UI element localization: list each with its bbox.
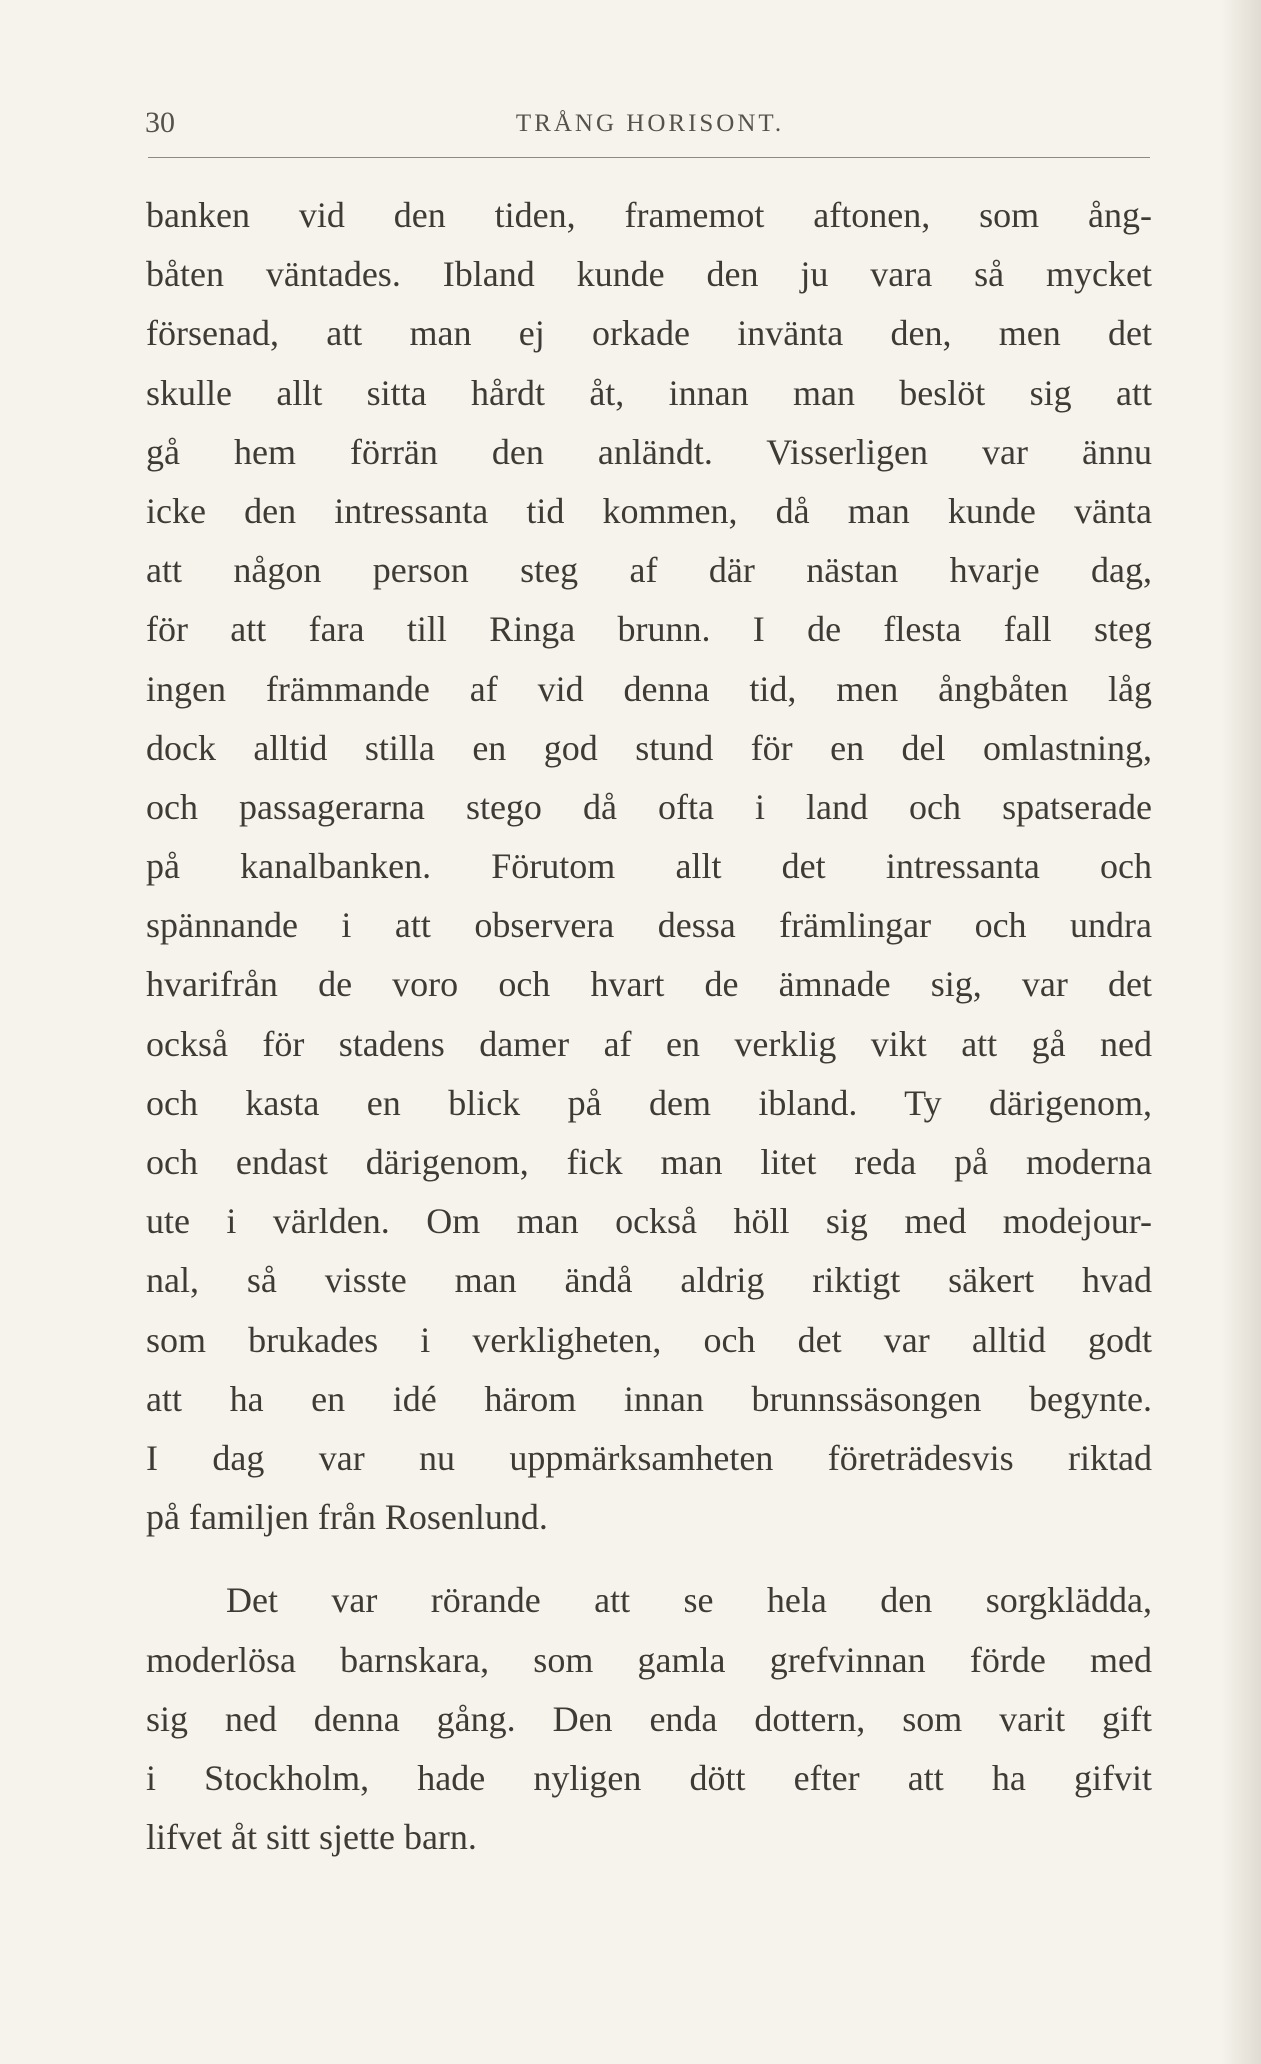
text-line: som brukades i verkligheten, och det var alltid godt bbox=[146, 1319, 1152, 1360]
text-line: nal, så visste man ändå aldrig riktigt säkert hvad bbox=[146, 1260, 1152, 1301]
paragraph-gap bbox=[146, 1547, 1152, 1571]
text-line: ingen främmande af vid denna tid, men ångbåten låg bbox=[146, 668, 1152, 709]
text-line: för att fara till Ringa brunn. I de flesta fall steg bbox=[146, 609, 1152, 650]
text-line: lifvet åt sitt sjette barn. bbox=[146, 1817, 477, 1858]
header-rule bbox=[148, 157, 1150, 158]
text-line: gå hem förrän den anländt. Visserligen var ännu bbox=[146, 431, 1152, 472]
text-line: försenad, att man ej orkade invänta den, men det bbox=[146, 313, 1152, 354]
text-line: ute i världen. Om man också höll sig med modejour- bbox=[146, 1201, 1152, 1242]
text-line: och passagerarna stego då ofta i land och spatserade bbox=[146, 786, 1152, 827]
paragraph-1 bbox=[146, 186, 1152, 1547]
text-line: hvarifrån de voro och hvart de ämnade sig, var det bbox=[146, 964, 1152, 1005]
text-line: I dag var nu uppmärksamheten företrädesvis riktad bbox=[146, 1437, 1152, 1478]
text-line: på familjen från Rosenlund. bbox=[146, 1497, 548, 1538]
text-line: moderlösa barnskara, som gamla grefvinnan förde med bbox=[146, 1639, 1152, 1680]
text-line: banken vid den tiden, framemot aftonen, som ång- bbox=[146, 195, 1152, 235]
text-line: på kanalbanken. Förutom allt det intressanta och bbox=[146, 846, 1152, 887]
running-title: TRÅNG HORISONT. bbox=[515, 110, 785, 137]
text-line: båten väntades. Ibland kunde den ju vara så mycket bbox=[146, 254, 1152, 295]
text-line: i Stockholm, hade nyligen dött efter att ha gifvit bbox=[146, 1757, 1152, 1798]
text-line: och kasta en blick på dem ibland. Ty därigenom, bbox=[146, 1082, 1152, 1123]
text-line: spännande i att observera dessa främlingar och undra bbox=[146, 905, 1152, 946]
paragraph-2 bbox=[146, 1571, 1152, 1867]
text-line: att någon person steg af där nästan hvarje dag, bbox=[146, 550, 1152, 591]
text-line: också för stadens damer af en verklig vikt att gå ned bbox=[146, 1023, 1152, 1064]
body-text bbox=[146, 186, 1152, 1867]
page-number: 30 bbox=[145, 106, 175, 139]
text-line: Det var rörande att se hela den sorgklädda, bbox=[226, 1580, 1152, 1621]
text-line: dock alltid stilla en god stund för en del omlastning, bbox=[146, 727, 1152, 768]
text-line: och endast därigenom, fick man litet reda på moderna bbox=[146, 1142, 1152, 1182]
text-line: skulle allt sitta hårdt åt, innan man beslöt sig att bbox=[146, 372, 1152, 413]
page-edge-shadow bbox=[1221, 0, 1261, 2064]
text-line: icke den intressanta tid kommen, då man kunde vänta bbox=[146, 490, 1152, 531]
text-line: sig ned denna gång. Den enda dottern, som varit gift bbox=[146, 1698, 1152, 1739]
text-line: att ha en idé härom innan brunnssäsongen begynte. bbox=[146, 1378, 1152, 1419]
running-head bbox=[145, 102, 1155, 146]
